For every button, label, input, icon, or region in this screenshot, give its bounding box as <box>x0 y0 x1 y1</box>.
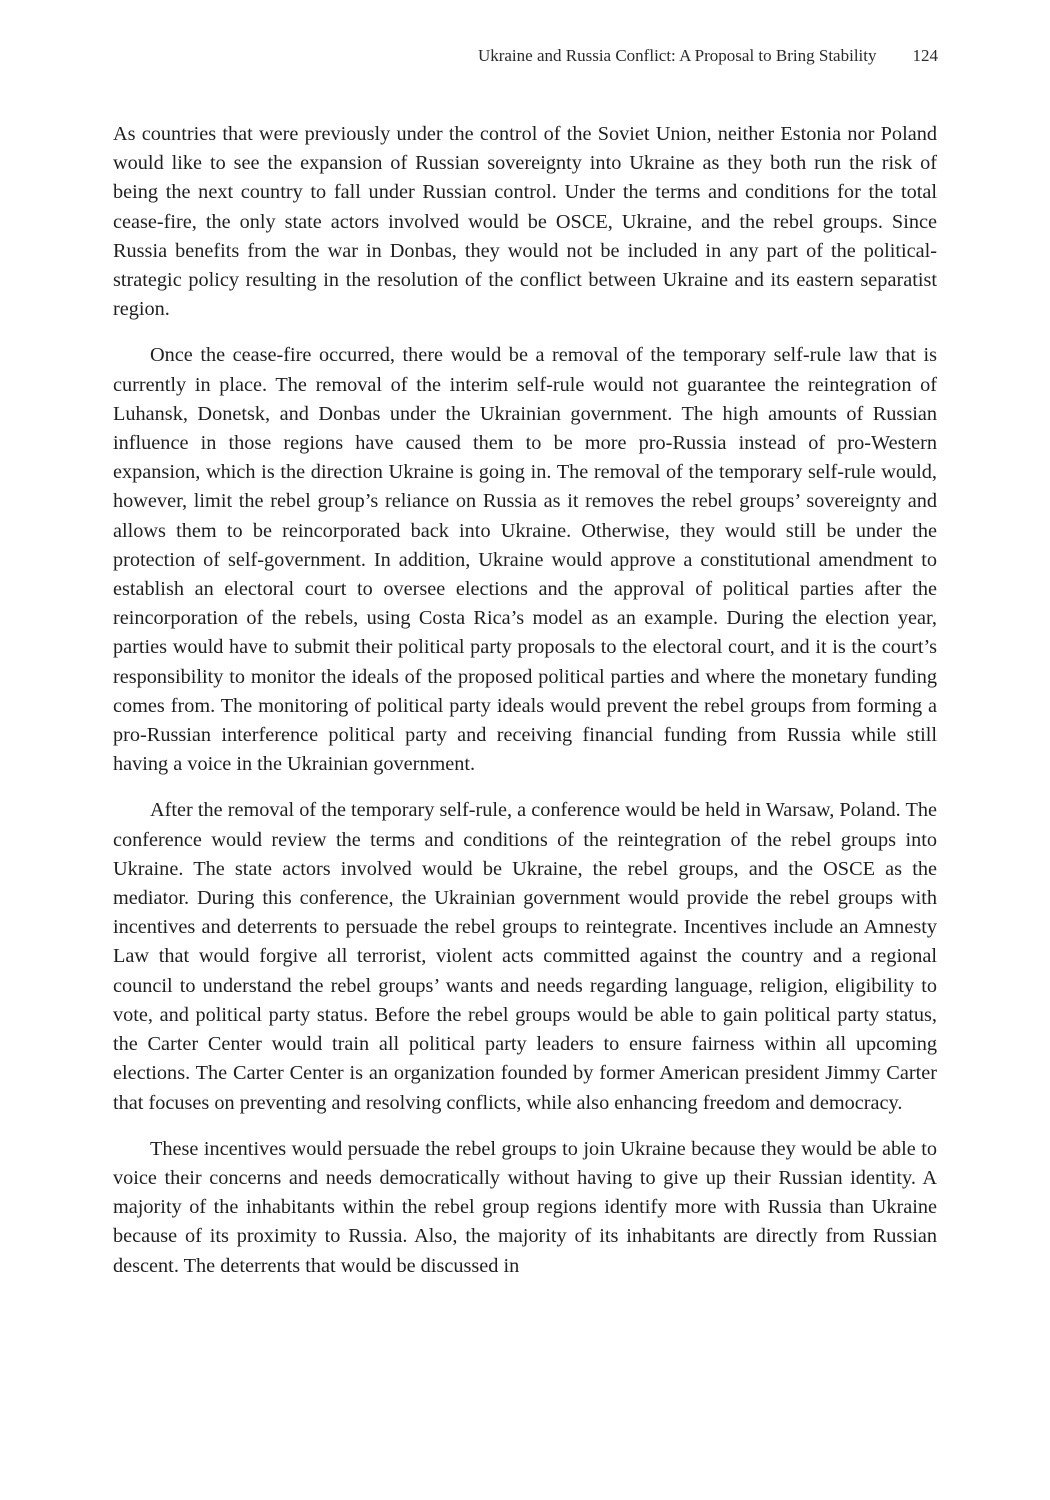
page-number: 124 <box>912 46 938 65</box>
body-text <box>113 120 937 1298</box>
running-header <box>112 44 938 68</box>
paragraph: These incentives would persuade the rebel groups to join Ukraine because they would be able to voice their concerns and needs democratically without having to give up their Russian identity. A majority of the inhabitants within the rebel group regions identify more with Russia than Ukraine because of its proximity to Russia. Also, the majority of its inhabitants are directly from Russian descent. The deterrents that would be discussed in <box>113 1137 937 1277</box>
paragraph: After the removal of the temporary self-rule, a conference would be held in Warsaw, Poland. The conference would review the terms and conditions of the reintegration of the rebel groups into Ukraine. The state actors involved would be Ukraine, the rebel groups, and the OSCE as the mediator. During this conference, the Ukrainian government would provide the rebel groups with incentives and deterrents to persuade the rebel groups to reintegrate. Incentives include an Amnesty Law that would forgive all terrorist, violent acts committed against the country and a regional council to understand the rebel groups’ wants and needs regarding language, religion, eligibility to vote, and political party status. Before the rebel groups would be able to gain political party status, the Carter Center would train all political party leaders to ensure fairness within all upcoming elections. The Carter Center is an organization founded by former American president Jimmy Carter that focuses on preventing and resolving conflicts, while also enhancing freedom and democracy. <box>113 799 937 1114</box>
paragraph: As countries that were previously under the control of the Soviet Union, neither Estonia nor Poland would like to see the expansion of Russian sovereignty into Ukraine as they both run the risk of being the next country to fall under Russian control. Under the terms and conditions for the total cease-fire, the only state actors involved would be OSCE, Ukraine, and the rebel groups. Since Russia benefits from the war in Donbas, they would not be included in any part of the political-strategic policy resulting in the resolution of the conflict between Ukraine and its eastern separatist region. <box>113 123 937 321</box>
running-title: Ukraine and Russia Conflict: A Proposal to Bring Stability <box>477 46 877 65</box>
paragraph: Once the cease-fire occurred, there would be a removal of the temporary self-rule law that is currently in place. The removal of the interim self-rule would not guarantee the reintegration of Luhansk, Donetsk, and Donbas under the Ukrainian government. The high amounts of Russian influence in those regions have caused them to be more pro-Russia instead of pro-Western expansion, which is the direction Ukraine is going in. The removal of the temporary self-rule would, however, limit the rebel group’s reliance on Russia as it removes the rebel groups’ sovereignty and allows them to be reincorporated back into Ukraine. Otherwise, they would still be under the protection of self-government. In addition, Ukraine would approve a constitutional amendment to establish an electoral court to oversee elections and the approval of political parties after the reincorporation of the rebels, using Costa Rica’s model as an example. During the election year, parties would have to submit their political party proposals to the electoral court, and it is the court’s responsibility to monitor the ideals of the proposed political parties and where the monetary funding comes from. The monitoring of political party ideals would prevent the rebel groups from forming a pro-Russian interference political party and receiving financial funding from Russia while still having a voice in the Ukrainian government. <box>113 344 937 776</box>
